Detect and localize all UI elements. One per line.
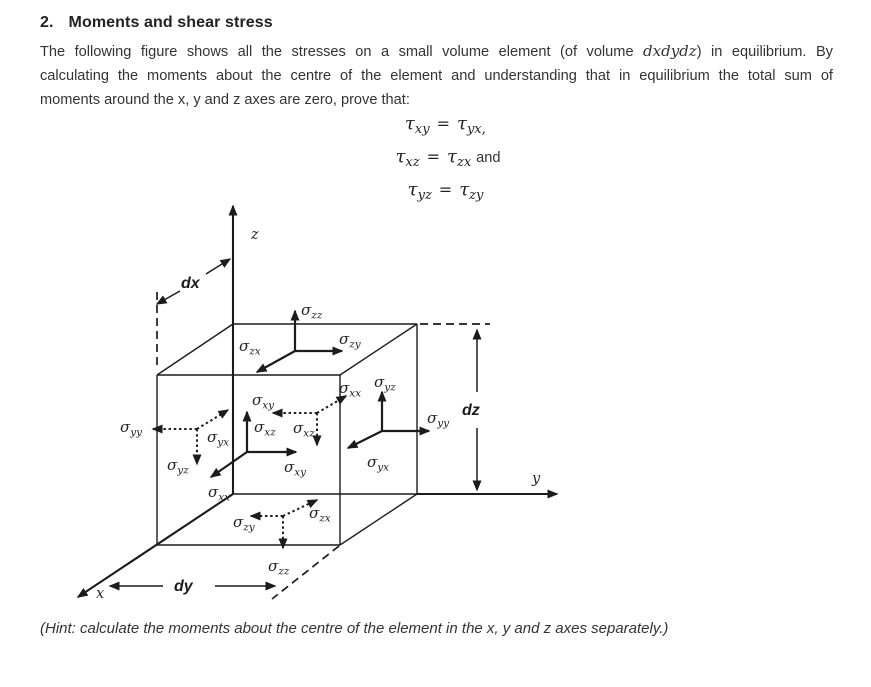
tau-symbol: τ bbox=[456, 113, 467, 134]
dx-arrow-lower bbox=[157, 291, 180, 304]
volume-math-term: dxdydz bbox=[643, 42, 697, 60]
label-x-axis: x bbox=[96, 586, 105, 602]
arrow-sigma-zx bbox=[257, 351, 295, 372]
arrow-sigma-yx bbox=[348, 431, 382, 448]
hint-text: (Hint: calculate the moments about the centre of the element in the x, y and z axes separately.) bbox=[40, 620, 669, 637]
equals-sign: = bbox=[436, 114, 450, 133]
statement-line-2: calculating the moments about the centre of the element and understanding that in equilibrium the total sum of bbox=[40, 68, 833, 84]
tau-symbol: τ bbox=[407, 179, 418, 200]
label-sigma-yz-hidden: $\sigma_{yz}$ bbox=[167, 456, 189, 477]
problem-number: 2. bbox=[40, 14, 54, 31]
label-sigma-yy: $\sigma_{yy}$ bbox=[427, 409, 450, 430]
tau-subscript: xy bbox=[414, 122, 430, 137]
tau-symbol: τ bbox=[404, 113, 415, 134]
label-sigma-zx: $\sigma_{zx}$ bbox=[239, 337, 261, 358]
label-sigma-yx: $\sigma_{yx}$ bbox=[367, 453, 390, 474]
label-sigma-zx-hidden: $\sigma_{zx}$ bbox=[309, 504, 331, 525]
problem-title: Moments and shear stress bbox=[68, 14, 273, 31]
label-dy: dy bbox=[174, 578, 193, 595]
cube-top-left-edge bbox=[157, 324, 233, 375]
cube-bottom-right-edge bbox=[340, 494, 417, 545]
equation-note: and bbox=[476, 150, 501, 166]
statement-text: ) in equilibrium. By bbox=[696, 44, 833, 60]
label-sigma-yx-hidden: $\sigma_{yx}$ bbox=[207, 428, 230, 449]
equals-sign: = bbox=[438, 180, 453, 199]
label-sigma-zz: $\sigma_{zz}$ bbox=[301, 301, 323, 322]
statement-text: The following figure shows all the stresses on a small volume element (of volume bbox=[40, 44, 644, 60]
label-sigma-zz-hidden: $\sigma_{zz}$ bbox=[268, 557, 290, 578]
equation-suffix: , bbox=[481, 121, 487, 137]
label-sigma-zy: $\sigma_{zy}$ bbox=[339, 330, 361, 351]
label-sigma-xz-hidden: $\sigma_{xz}$ bbox=[293, 419, 315, 440]
tau-subscript: yx bbox=[466, 122, 482, 137]
dx-arrow-upper bbox=[206, 259, 230, 274]
label-sigma-zy-hidden: $\sigma_{zy}$ bbox=[233, 513, 255, 534]
tau-subscript: yz bbox=[417, 188, 432, 203]
tau-symbol: τ bbox=[447, 146, 457, 167]
label-dx: dx bbox=[181, 275, 200, 292]
label-sigma-xx-hidden: $\sigma_{xx}$ bbox=[339, 379, 362, 400]
arrow-sigma-yx-hidden bbox=[197, 410, 228, 429]
tau-subscript: zy bbox=[469, 188, 484, 203]
tau-symbol: τ bbox=[395, 146, 406, 167]
label-sigma-xz: $\sigma_{xz}$ bbox=[254, 418, 276, 439]
arrow-sigma-xx bbox=[211, 452, 247, 477]
arrow-sigma-xx-hidden bbox=[317, 396, 346, 413]
equals-sign: = bbox=[426, 147, 441, 166]
tau-subscript: zx bbox=[456, 155, 472, 170]
label-y-axis: y bbox=[532, 471, 541, 487]
label-sigma-yy-hidden: $\sigma_{yy}$ bbox=[120, 418, 143, 439]
label-z-axis: z bbox=[251, 227, 259, 243]
label-sigma-xy-hidden: $\sigma_{xy}$ bbox=[252, 391, 275, 412]
label-sigma-xy: $\sigma_{xy}$ bbox=[284, 458, 307, 479]
tau-symbol: τ bbox=[459, 179, 470, 200]
statement-line-3: moments around the x, y and z axes are zero, prove that: bbox=[40, 92, 410, 108]
label-sigma-xx: $\sigma_{xx}$ bbox=[208, 483, 231, 504]
label-sigma-yz: $\sigma_{yz}$ bbox=[374, 373, 396, 394]
label-dz: dz bbox=[462, 402, 480, 419]
tau-subscript: xz bbox=[405, 155, 420, 170]
